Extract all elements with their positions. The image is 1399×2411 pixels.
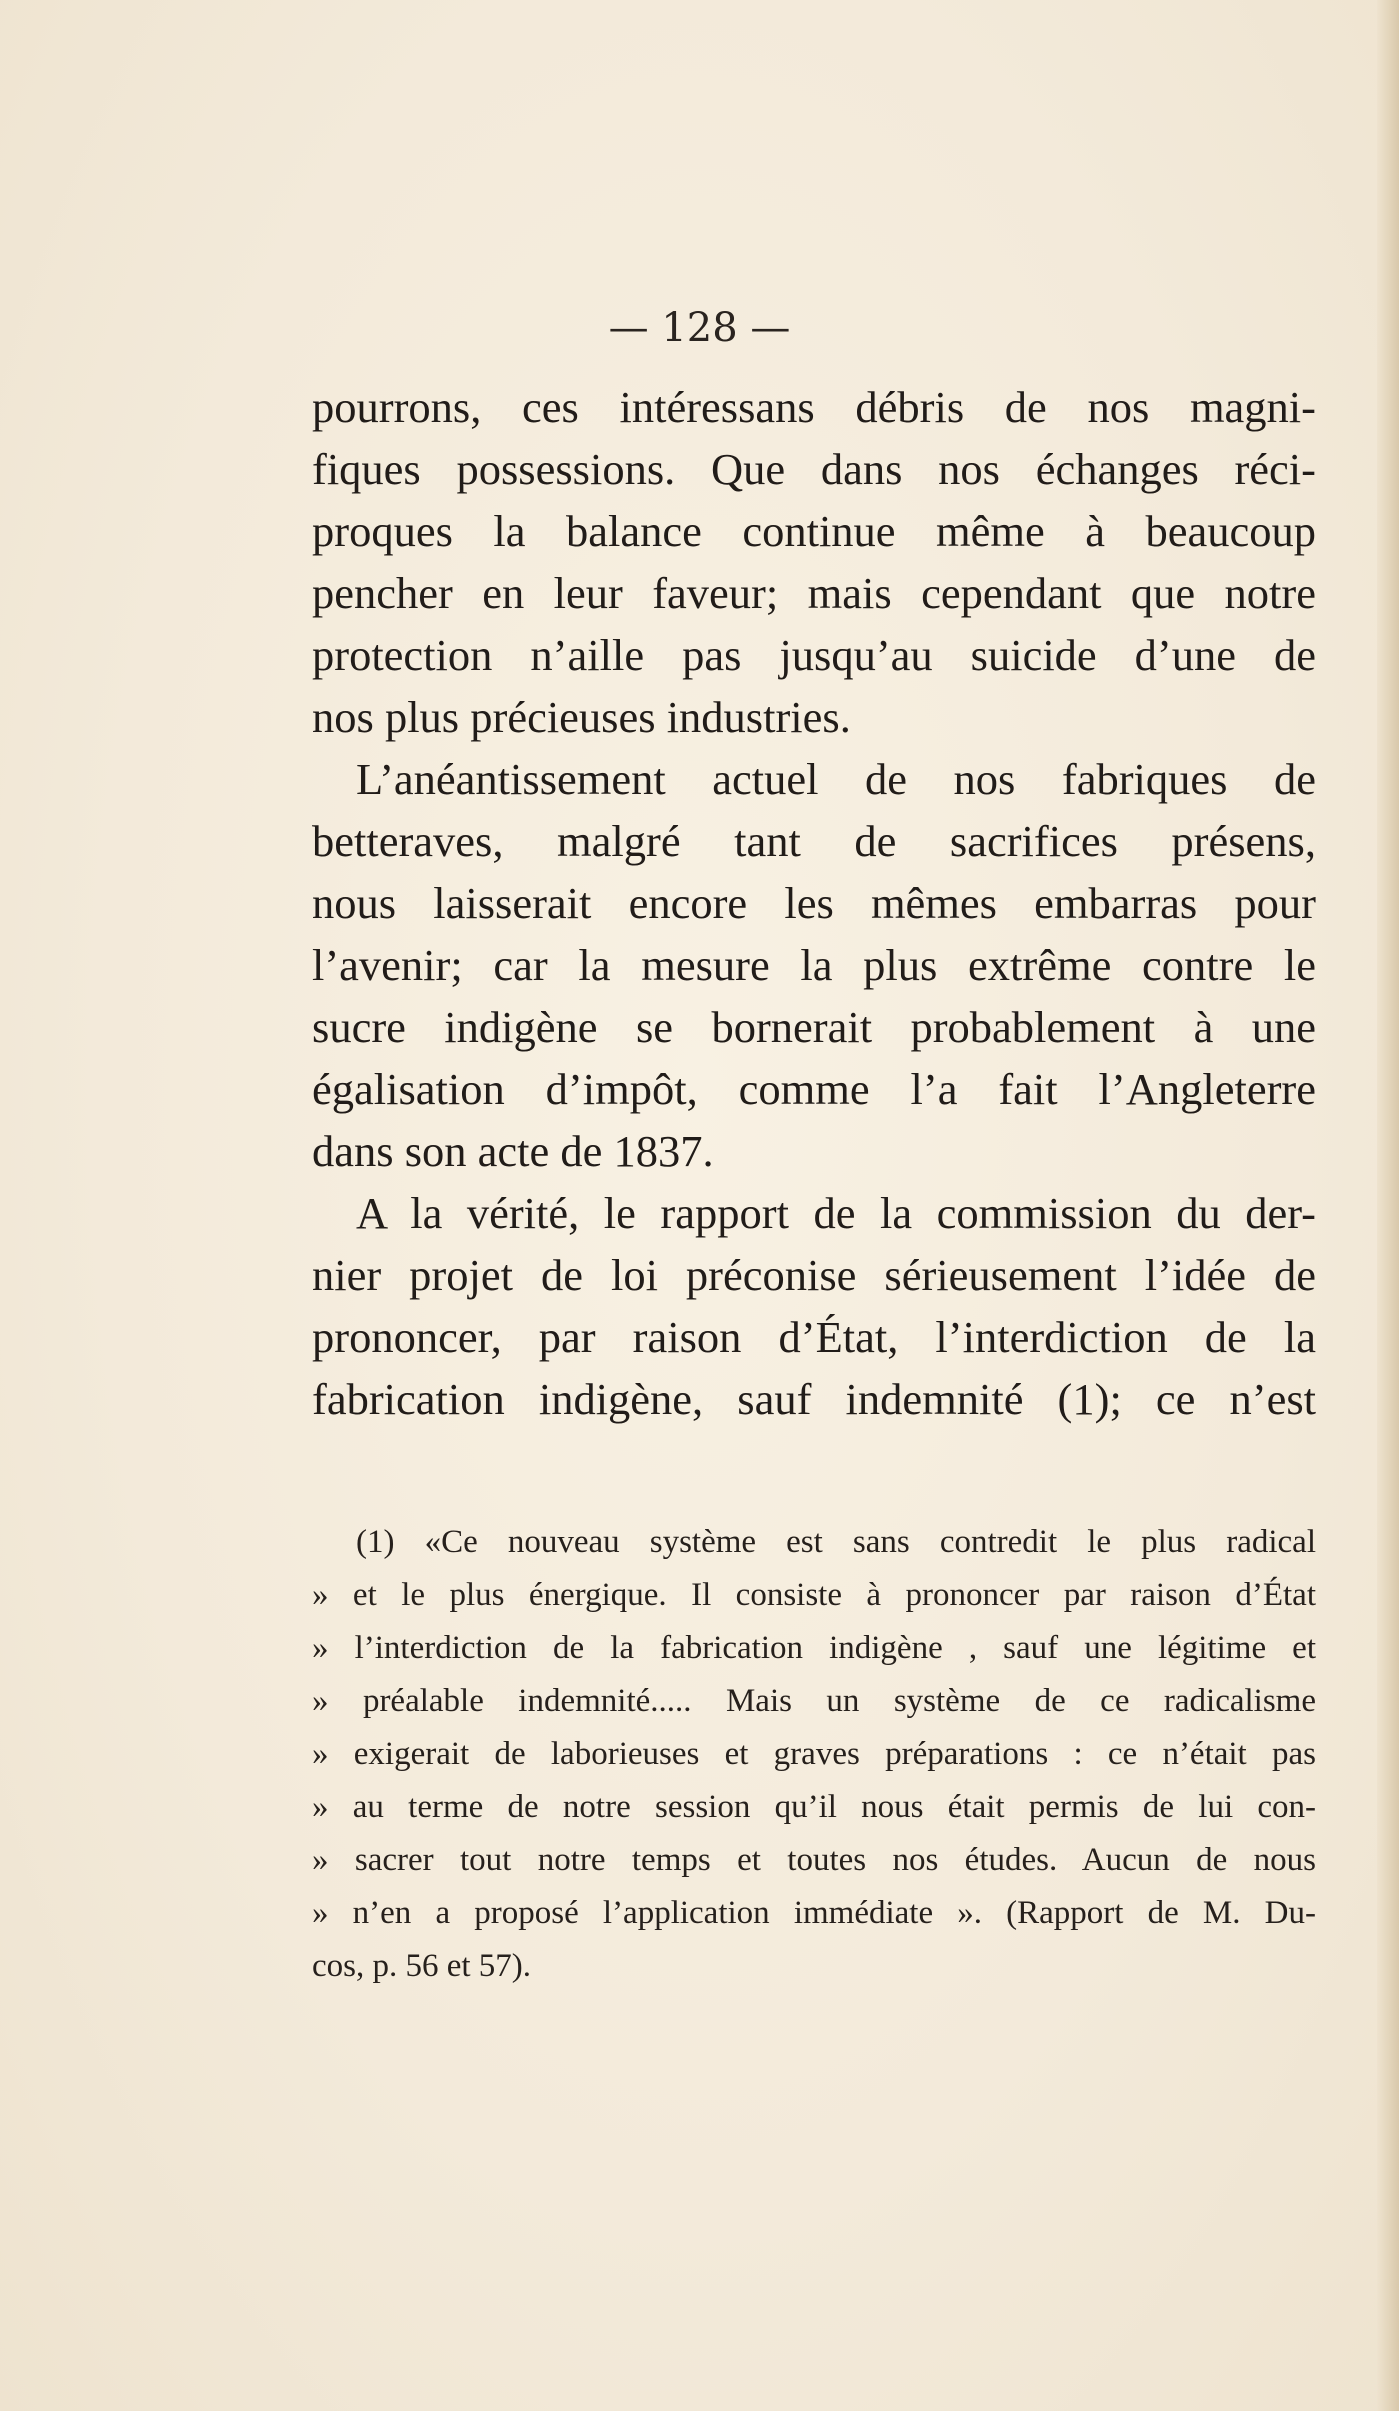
text-line: prononcer, par raison d’État, l’interdiction de la: [312, 1312, 1316, 1362]
footnote-line: (1) «Ce nouveau système est sans contredit le plus radical: [356, 1524, 1316, 1560]
text-line: proques la balance continue même à beaucoup: [312, 506, 1316, 556]
text-line: égalisation d’impôt, comme l’a fait l’Angleterre: [312, 1064, 1316, 1114]
text-line: fabrication indigène, sauf indemnité (1); ce n’est: [312, 1374, 1316, 1424]
footnote-line: » préalable indemnité..... Mais un système de ce radicalisme: [312, 1683, 1316, 1719]
text-line: fiques possessions. Que dans nos échanges réci-: [312, 444, 1316, 494]
text-line: betteraves, malgré tant de sacrifices présens,: [312, 816, 1316, 866]
text-line: nier projet de loi préconise sérieusement l’idée de: [312, 1250, 1316, 1300]
text-line: A la vérité, le rapport de la commission du der-: [356, 1188, 1316, 1238]
footnote-line: » sacrer tout notre temps et toutes nos études. Aucun de nous: [312, 1842, 1316, 1878]
footnote-line: » exigerait de laborieuses et graves préparations : ce n’était pas: [312, 1736, 1316, 1772]
text-line: protection n’aille pas jusqu’au suicide d’une de: [312, 630, 1316, 680]
footnote-line: » n’en a proposé l’application immédiate ». (Rapport de M. Du-: [312, 1895, 1316, 1931]
text-line: pourrons, ces intéressans débris de nos magni-: [312, 382, 1316, 432]
footnote-line: » au terme de notre session qu’il nous était permis de lui con-: [312, 1789, 1316, 1825]
page-number: — 128 —: [608, 305, 791, 351]
text-line: nos plus précieuses industries.: [312, 692, 851, 742]
text-line: sucre indigène se bornerait probablement à une: [312, 1002, 1316, 1052]
text-line: l’avenir; car la mesure la plus extrême contre le: [312, 940, 1316, 990]
text-line: nous laisserait encore les mêmes embarras pour: [312, 878, 1316, 928]
footnote-line: » l’interdiction de la fabrication indigène , sauf une légitime et: [312, 1630, 1316, 1666]
page-binding-edge: [1377, 0, 1399, 2411]
footnote: [312, 1516, 1316, 1993]
text-line: L’anéantissement actuel de nos fabriques de: [356, 754, 1316, 804]
footnote-line: » et le plus énergique. Il consiste à prononcer par raison d’État: [312, 1577, 1316, 1613]
main-text: [312, 376, 1316, 1430]
footnote-line: cos, p. 56 et 57).: [312, 1948, 532, 1984]
text-line: pencher en leur faveur; mais cependant que notre: [312, 568, 1316, 618]
text-line: dans son acte de 1837.: [312, 1126, 714, 1176]
